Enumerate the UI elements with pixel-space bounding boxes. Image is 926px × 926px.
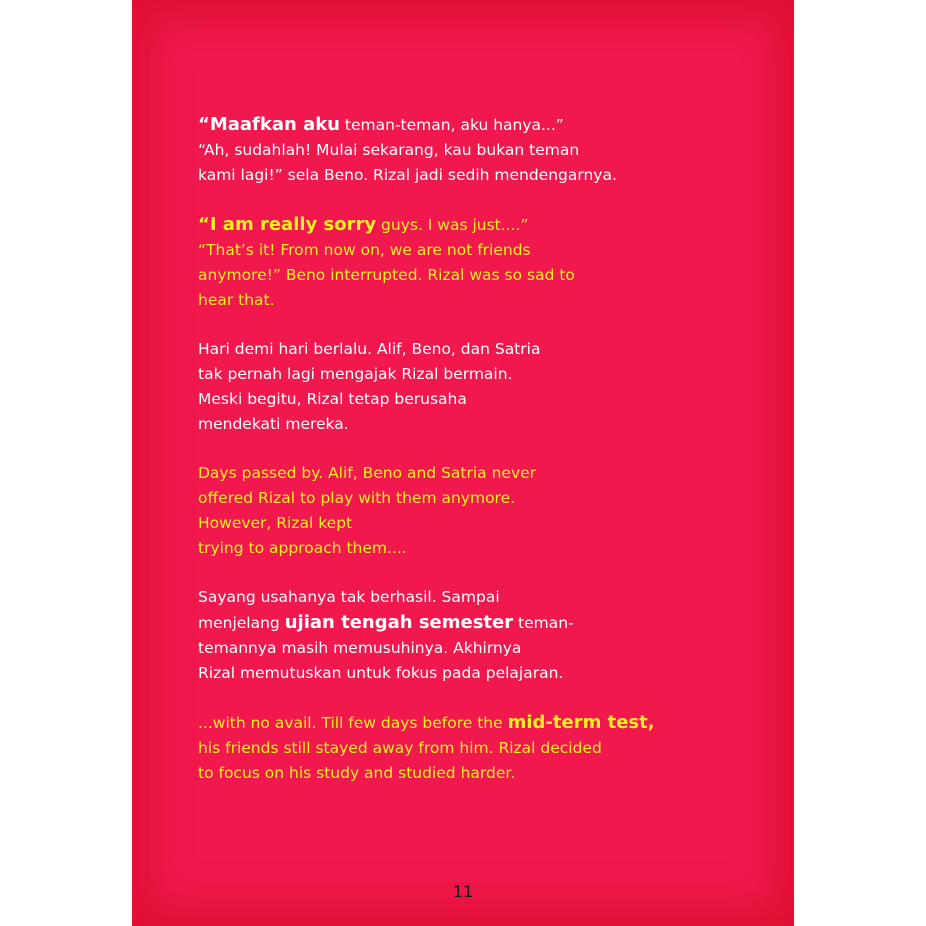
text-line: hear that.: [198, 291, 275, 309]
text-line: trying to approach them....: [198, 539, 407, 557]
paragraph-indonesian-2: [198, 337, 758, 437]
text-line: “I am really sorry guys. I was just....”: [198, 214, 529, 235]
bold-phrase: “I am really sorry: [198, 214, 377, 235]
page-number: 11: [452, 882, 474, 901]
paragraph-english-2: [198, 461, 758, 561]
text-line: menjelang ujian tengah semester teman-: [198, 612, 574, 633]
paragraph-indonesian-1: [198, 112, 758, 188]
text-line: Meski begitu, Rizal tetap berusaha: [198, 390, 467, 408]
paragraph-indonesian-3: [198, 585, 758, 686]
text-line: Days passed by. Alif, Beno and Satria never: [198, 464, 537, 482]
book-page: [132, 0, 794, 926]
bold-phrase: ujian tengah semester: [284, 612, 514, 633]
text-line: Sayang usahanya tak berhasil. Sampai: [198, 588, 500, 606]
bold-phrase: “Maafkan aku: [198, 114, 340, 135]
text-line: Rizal memutuskan untuk fokus pada pelajaran.: [198, 664, 564, 682]
text-line: his friends still stayed away from him. Rizal decided: [198, 739, 602, 757]
text-line: tak pernah lagi mengajak Rizal bermain.: [198, 365, 513, 383]
text-line: “That’s it! From now on, we are not friends: [198, 241, 531, 259]
text-line: offered Rizal to play with them anymore.: [198, 489, 516, 507]
text-line: “Ah, sudahlah! Mulai sekarang, kau bukan teman: [198, 141, 580, 159]
paragraph-english-1: [198, 212, 758, 313]
text-line: However, Rizal kept: [198, 514, 353, 532]
text-line: to focus on his study and studied harder.: [198, 764, 516, 782]
text-line: anymore!” Beno interrupted. Rizal was so sad to: [198, 266, 575, 284]
story-text: [198, 112, 758, 810]
text-line: kami lagi!” sela Beno. Rizal jadi sedih mendengarnya.: [198, 166, 617, 184]
text-line: ...with no avail. Till few days before the mid-term test,: [198, 712, 655, 733]
text-line: “Maafkan aku teman-teman, aku hanya...”: [198, 114, 564, 135]
bold-phrase: mid-term test,: [507, 712, 655, 733]
paragraph-english-3: [198, 710, 758, 786]
text-line: temannya masih memusuhinya. Akhirnya: [198, 639, 522, 657]
text-line: mendekati mereka.: [198, 415, 349, 433]
text-line: Hari demi hari berlalu. Alif, Beno, dan Satria: [198, 340, 541, 358]
